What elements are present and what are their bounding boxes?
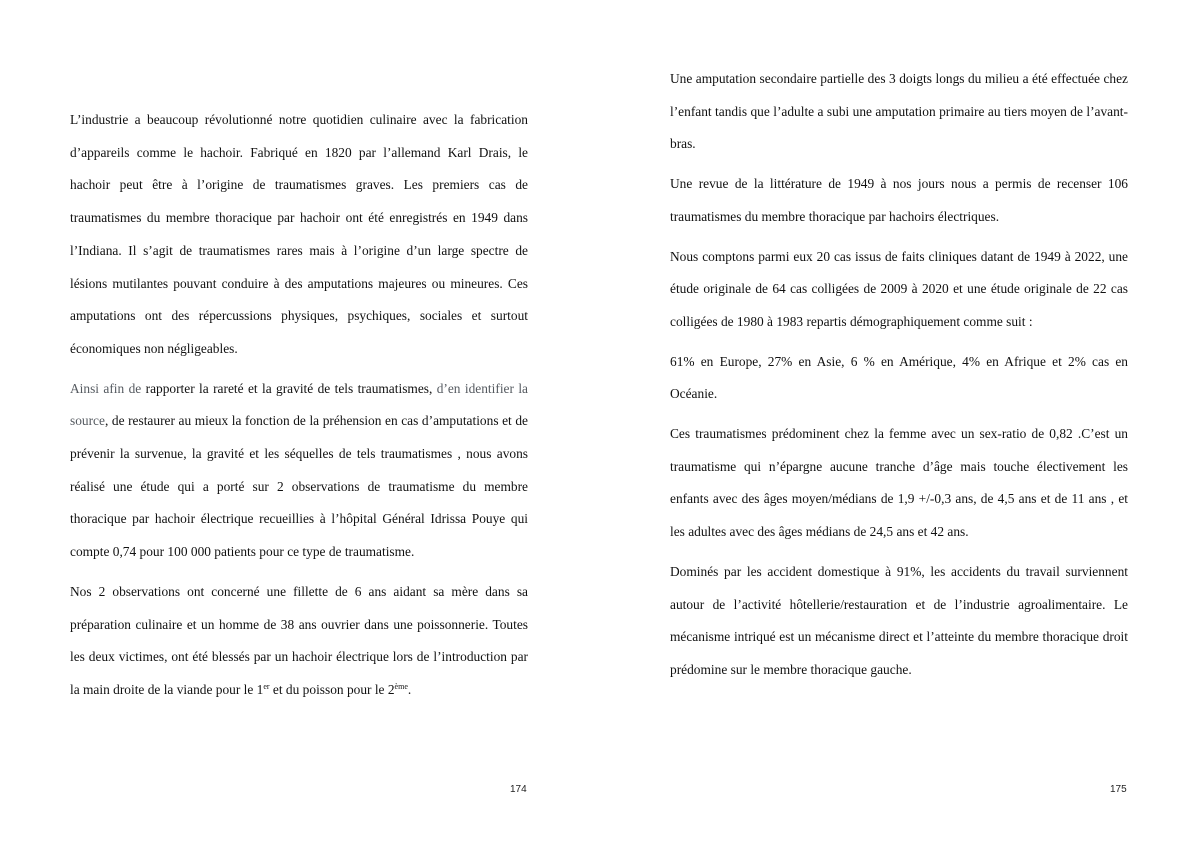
right-paragraph-1: Une amputation secondaire partielle des 3 doigts longs du milieu a été effectuée chez l’enfant tandis que l’adulte a subi une amputation primaire au tiers moyen de l’avant-bras. [670,71,1128,152]
right-page [600,0,1200,849]
left-paragraph-1: L’industrie a beaucoup révolutionné notre quotidien culinaire avec la fabrication d’appareils comme le hachoir. Fabriqué en 1820 par l’allemand Karl Drais, le hachoir peut être à l’origine de traumatismes graves. Les premiers cas de traumatismes du membre thoracique par hachoir ont été enregistrés en 1949 dans l’Indiana. Il s’agit de traumatismes rares mais à l’origine d’un large spectre de lésions mutilantes pouvant conduire à des amputations majeures ou mineures. Ces amputations ont des répercussions physiques, psychiques, sociales et surtout économiques non négligeables. [70,112,528,356]
page-number-left: 174 [510,784,527,795]
left-paragraph-2 [70,373,528,569]
right-paragraph-4: 61% en Europe, 27% en Asie, 6 % en Amérique, 4% en Afrique et 2% cas en Océanie. [670,353,1128,402]
left-paragraph-3-text-a: Nos 2 observations ont concerné une fillette de 6 ans aidant sa mère dans sa préparation culinaire et un homme de 38 ans ouvrier dans une poissonnerie. Toutes les deux victimes, ont été blessés par un hachoir électrique lors de l’introduction par la main droite de la viande pour le 1 [70,583,528,697]
left-paragraph-2-text-b: , de restaurer au mieux la fonction de la préhension en cas d’amputations et de prévenir la survenue, la gravité et les séquelles de tels traumatismes , nous avons réalisé une étude qui a porté sur 2 observations de traumatisme du membre thoracique par hachoir électrique recueillies à l’hôpital Général Idrissa Pouye qui compte 0,74 pour 100 000 patients pour ce type de traumatisme. [70,413,528,560]
right-paragraph-2: Une revue de la littérature de 1949 à nos jours nous a permis de recenser 106 traumatismes du membre thoracique par hachoirs électriques. [670,176,1128,224]
right-paragraph-5: Ces traumatismes prédominent chez la femme avec un sex-ratio de 0,82 .C’est un traumatisme qui n’épargne aucune tranche d’âge mais touche électivement les enfants avec des âges moyen/médians de 1,9 +/-0,3 ans, de 4,5 ans et de 11 ans , et les adultes avec des âges médians de 24,5 ans et 42 ans. [670,426,1128,540]
left-paragraph-2-gray-start: Ainsi afin de [70,380,142,396]
left-paragraph-2-text-a: rapporter la rareté et la gravité de tels traumatismes, [141,380,437,396]
left-paragraph-3-text-b: et du poisson pour le 2 [269,681,395,697]
right-paragraph-6: Dominés par les accident domestique à 91%, les accidents du travail surviennent autour de l’activité hôtellerie/restauration et de l’industrie agroalimentaire. Le mécanisme intriqué est un mécanisme direct et l’atteinte du membre thoracique droit prédomine sur le membre thoracique gauche. [670,563,1128,677]
right-paragraph-3: Nous comptons parmi eux 20 cas issus de faits cliniques datant de 1949 à 2022, une étude originale de 64 cas colligées de 2009 à 2020 et une étude originale de 22 cas colligées de 1980 à 1983 repartis démographiquement comme suit : [670,248,1128,329]
right-page-body [670,63,1128,694]
left-paragraph-2-gray-mid: d’en identifier la source [70,380,528,429]
left-paragraph-3 [70,576,528,707]
page-number-right: 175 [1110,784,1127,795]
superscript-second: ème [394,681,408,691]
left-page-body [70,104,528,714]
left-paragraph-3-text-c: . [407,681,412,697]
superscript-first: er [263,681,270,691]
